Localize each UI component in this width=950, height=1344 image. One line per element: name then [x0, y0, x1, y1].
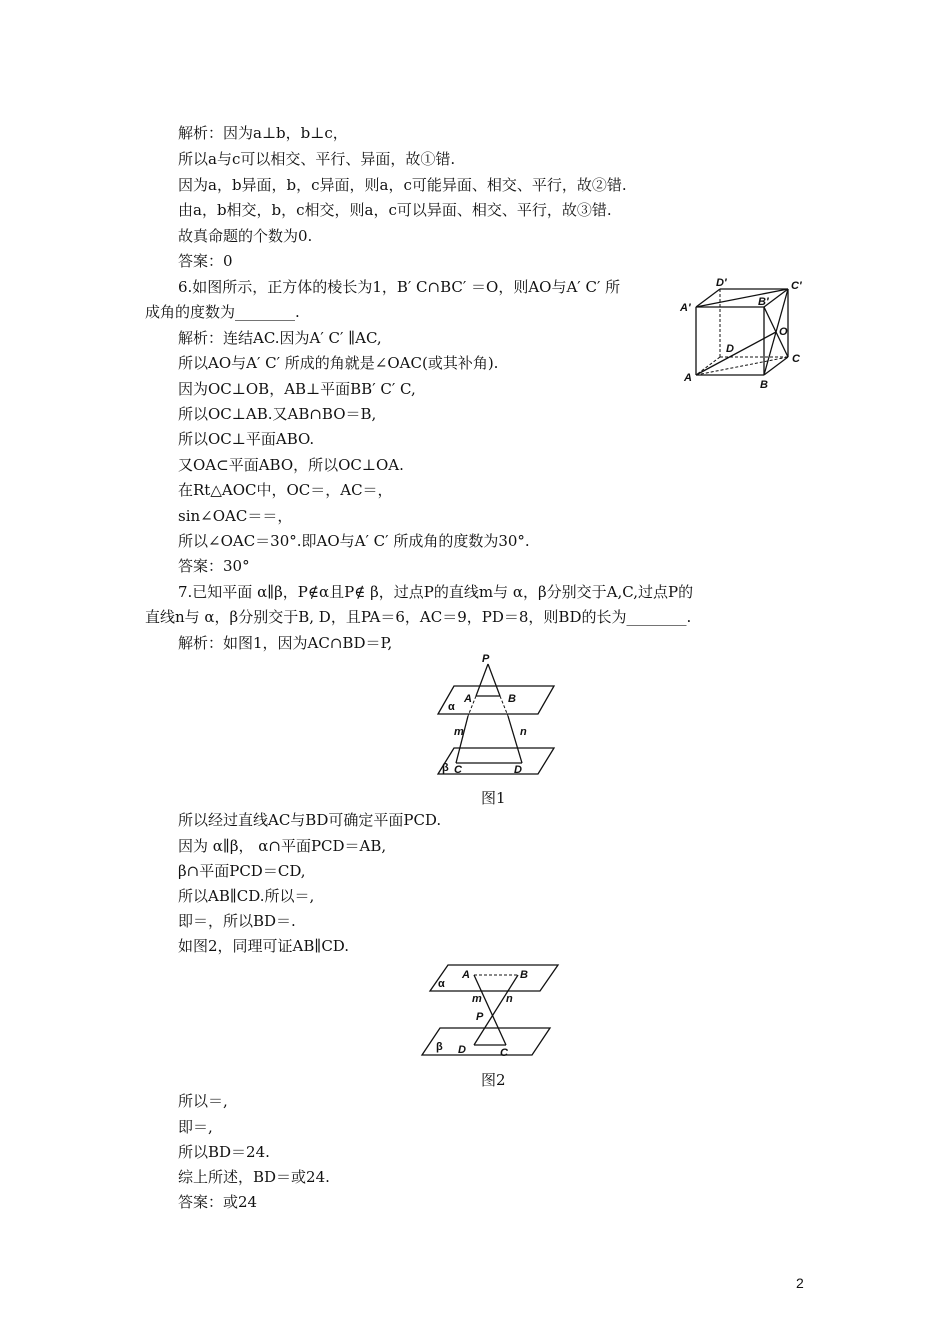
- text-line: 在Rt△AOC中，OC＝，AC＝，: [178, 481, 393, 499]
- label-b: B: [760, 379, 768, 391]
- text-line: 综上所述，BD＝或24.: [178, 1168, 330, 1186]
- fig1-label-n: n: [520, 726, 527, 738]
- text-line: 所以经过直线AC与BD可确定平面PCD.: [178, 811, 442, 829]
- question-6: 6.如图所示，正方体的棱长为1，B′ C∩BC′ ＝O，则AO与A′ C′ 所: [178, 278, 621, 296]
- text-line: 又OA⊂平面ABO，所以OC⊥OA.: [178, 456, 404, 474]
- text-line: 所以＝,: [178, 1092, 228, 1110]
- question-7-cont: 直线n与 α，β分别交于B, D，且PA＝6，AC＝9，PD＝8，则BD的长为________.: [145, 608, 692, 626]
- text-line: β∩平面PCD＝CD,: [178, 862, 306, 880]
- text-line: 解析：因为a⊥b，b⊥c，: [178, 124, 348, 142]
- label-c: C: [792, 353, 800, 365]
- text-line: sin∠OAC＝＝，: [178, 507, 293, 525]
- fig2-label-m: m: [472, 993, 482, 1005]
- answer-line: 答案：30°: [178, 557, 250, 575]
- text-line: 因为 α∥β， α∩平面PCD＝AB,: [178, 837, 387, 855]
- fig2-label-alpha: α: [438, 978, 445, 990]
- page-number: 2: [796, 1275, 804, 1291]
- fig1-label-p: P: [482, 653, 490, 665]
- text-line: 所以OC⊥平面ABO.: [178, 430, 315, 448]
- cube-diagram: [676, 275, 816, 395]
- label-c1: C′: [791, 280, 802, 292]
- label-o: O: [779, 326, 788, 338]
- text-line: 故真命题的个数为0.: [178, 227, 313, 245]
- fig2-label-a: A: [462, 969, 470, 981]
- fig2-label-c: C: [500, 1047, 508, 1059]
- answer-line: 答案：或24: [178, 1193, 258, 1211]
- text-line: 所以AB∥CD.所以＝,: [178, 887, 315, 905]
- figure-2-diagram: [420, 958, 560, 1063]
- question-7: 7.已知平面 α∥β，P∉α且P∉ β，过点P的直线m与 α，β分别交于A,C,过点P的: [178, 583, 694, 601]
- text-line: 解析：如图1，因为AC∩BD＝P,: [178, 634, 393, 652]
- label-a: A: [684, 372, 692, 384]
- text-line: 所以∠OAC＝30°.即AO与A′ C′ 所成角的度数为30°.: [178, 532, 530, 550]
- label-a1: A′: [680, 302, 691, 314]
- fig2-label-beta: β: [436, 1041, 443, 1053]
- fig1-label-m: m: [454, 726, 464, 738]
- text-line: 所以a与c可以相交、平行、异面，故①错.: [178, 150, 456, 168]
- label-d: D: [726, 343, 734, 355]
- fig1-label-beta: β: [442, 762, 449, 774]
- figure-1-diagram: [428, 650, 563, 780]
- label-b1: B′: [758, 296, 769, 308]
- text-line: 由a，b相交，b，c相交，则a，c可以异面、相交、平行，故③错.: [178, 201, 612, 219]
- fig2-label-n: n: [506, 993, 513, 1005]
- fig1-label-a: A: [464, 693, 472, 705]
- fig1-label-alpha: α: [448, 701, 455, 713]
- fig2-label-p: P: [476, 1011, 484, 1023]
- text-line: 所以AO与A′ C′ 所成的角就是∠OAC(或其补角).: [178, 354, 499, 372]
- figure-1-caption: 图1: [481, 789, 506, 807]
- figure-2-caption: 图2: [481, 1071, 506, 1089]
- fig1-label-c: C: [454, 764, 462, 776]
- text-line: 解析：连结AC.因为A′ C′ ∥AC,: [178, 329, 382, 347]
- text-line: 因为a，b异面，b，c异面，则a，c可能异面、相交、平行，故②错.: [178, 176, 627, 194]
- answer-line: 答案：0: [178, 252, 233, 270]
- fig2-label-d: D: [458, 1044, 466, 1056]
- text-line: 所以OC⊥AB.又AB∩BO＝B,: [178, 405, 377, 423]
- text-line: 即＝,: [178, 1118, 213, 1136]
- text-line: 所以BD＝24.: [178, 1143, 270, 1161]
- label-d1: D′: [716, 277, 727, 289]
- text-line: 因为OC⊥OB，AB⊥平面BB′ C′ C,: [178, 380, 416, 398]
- fig1-label-b: B: [508, 693, 516, 705]
- text-line: 如图2，同理可证AB∥CD.: [178, 937, 350, 955]
- question-6-cont: 成角的度数为________.: [145, 303, 300, 321]
- text-line: 即＝，所以BD＝.: [178, 912, 296, 930]
- fig1-label-d: D: [514, 764, 522, 776]
- fig2-label-b: B: [520, 969, 528, 981]
